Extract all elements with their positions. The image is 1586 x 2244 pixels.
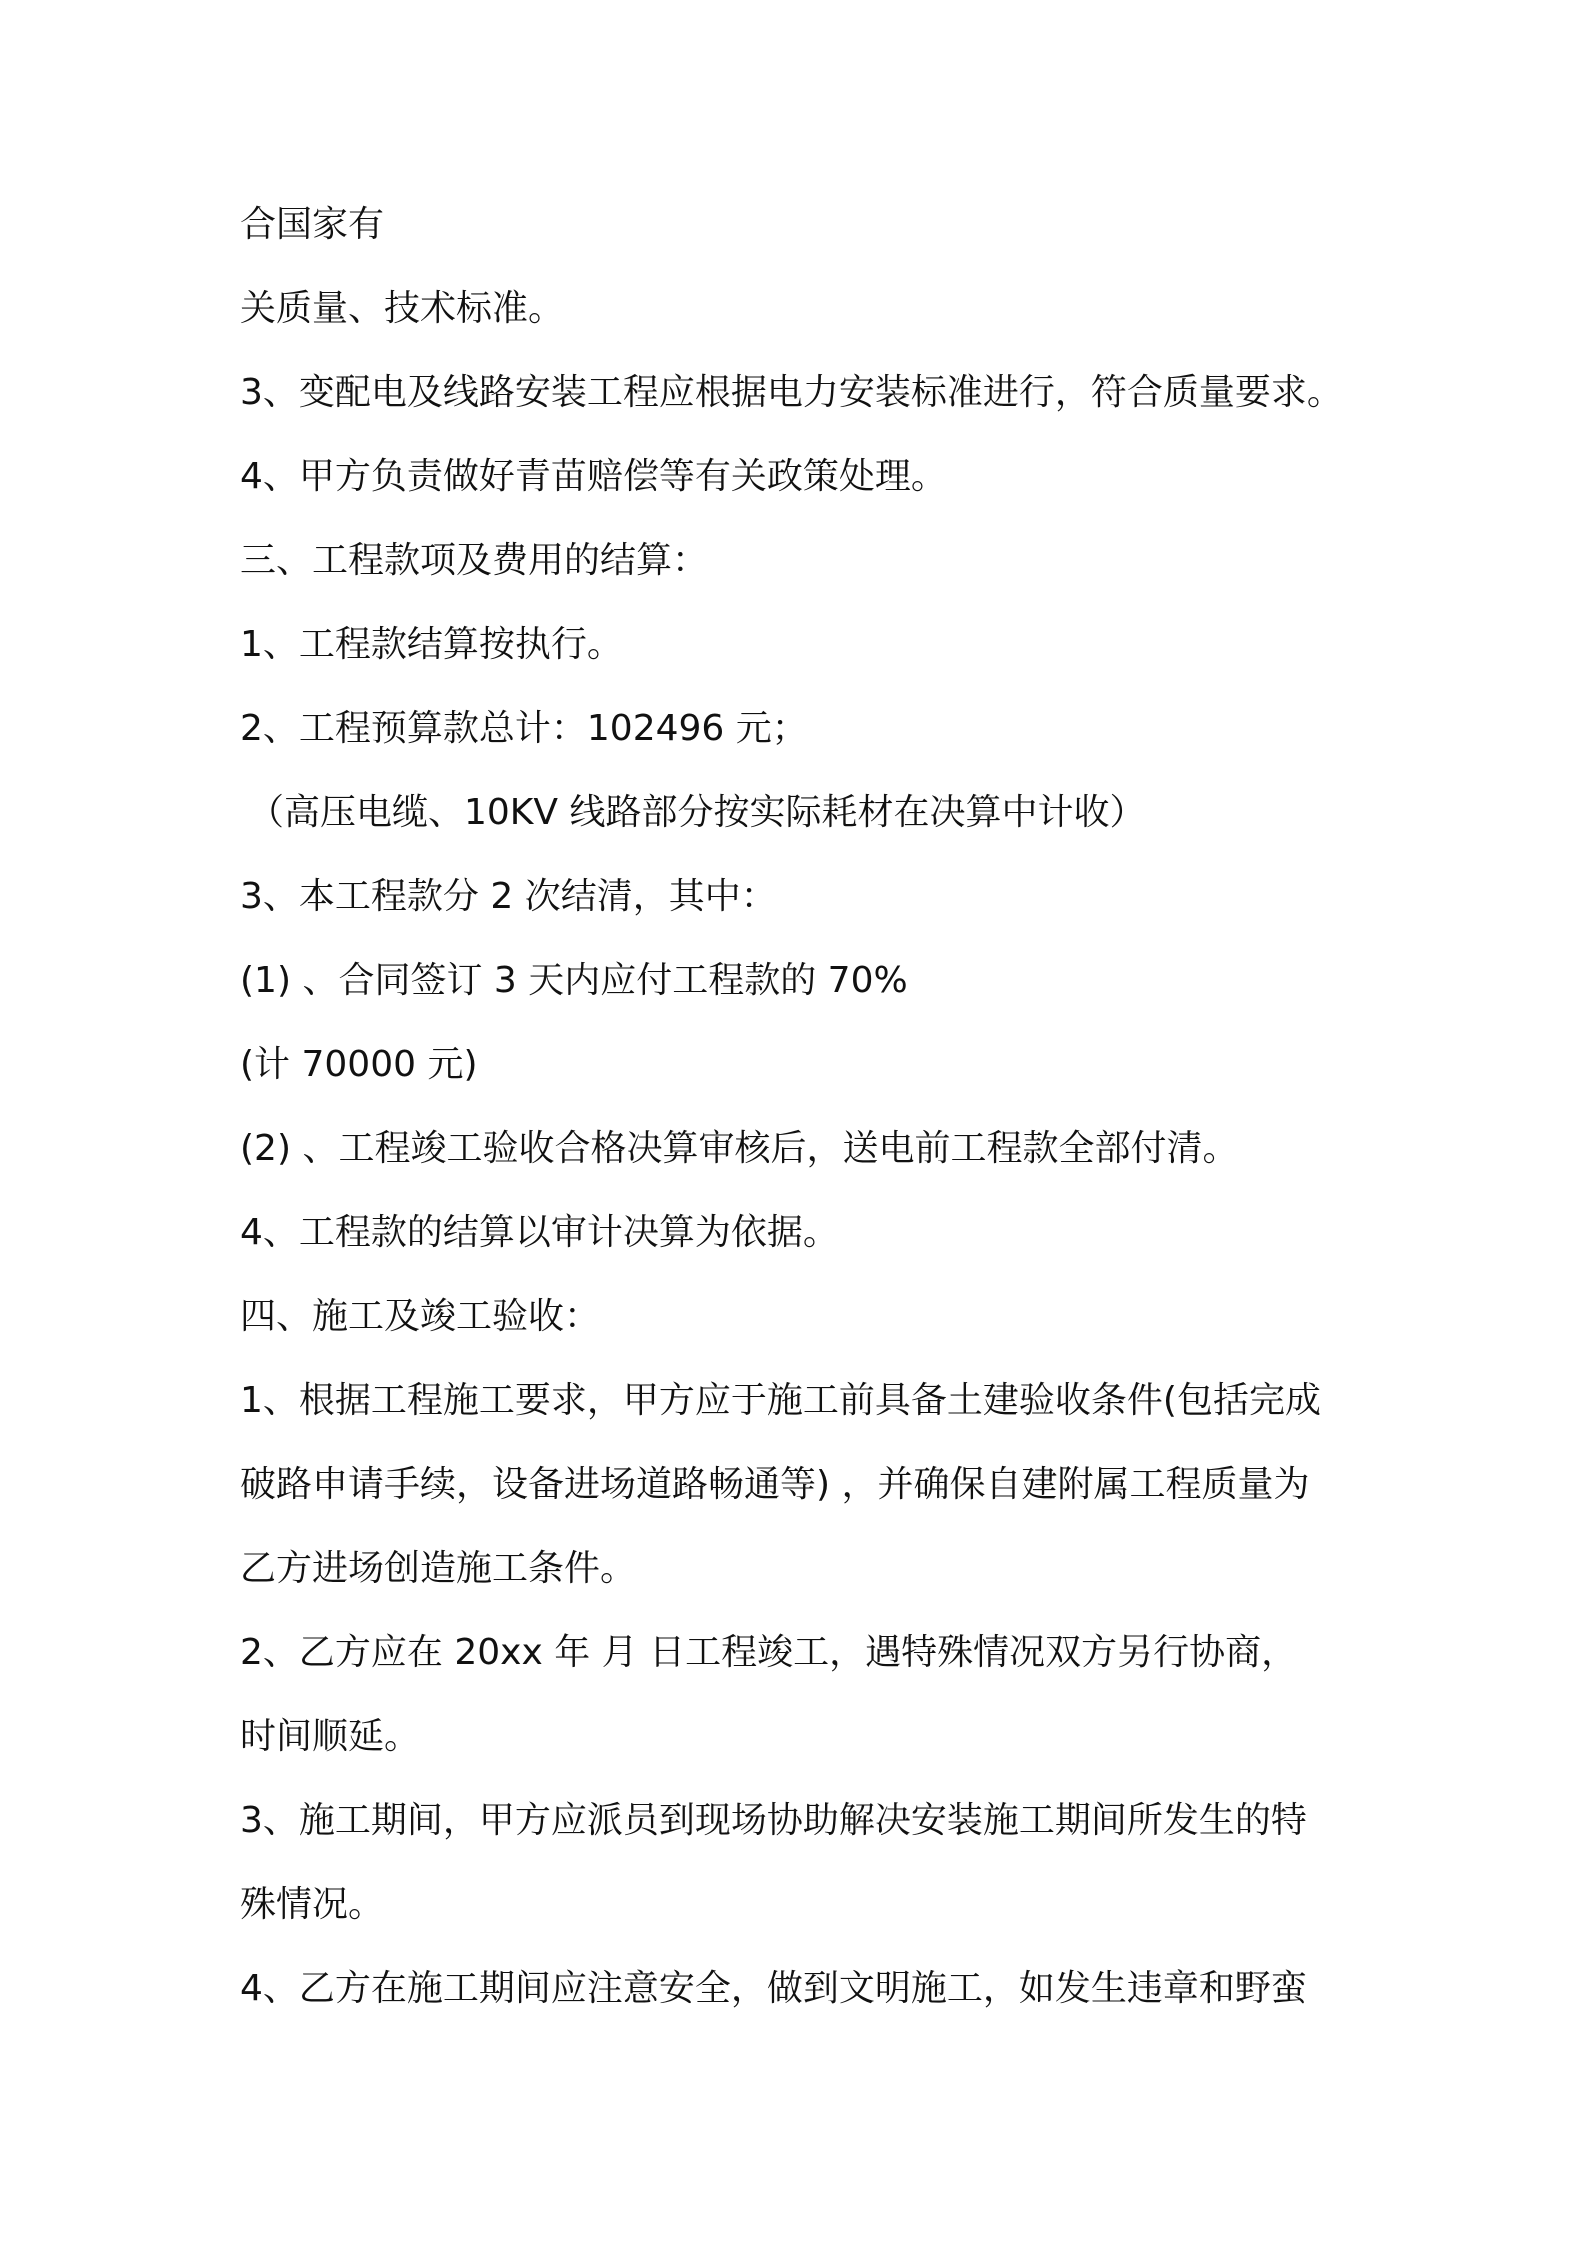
text-line: (2) 、工程竣工验收合格决算审核后，送电前工程款全部付清。	[240, 1128, 1239, 1169]
text-line: 2、乙方应在 20xx 年 月 日工程竣工，遇特殊情况双方另行协商，	[240, 1632, 1298, 1673]
text-line: （高压电缆、10KV 线路部分按实际耗材在决算中计收）	[248, 792, 1146, 833]
text-line: 乙方进场创造施工条件。	[240, 1548, 637, 1589]
text-line: 时间顺延。	[240, 1716, 421, 1757]
text-line: 合国家有	[240, 204, 385, 245]
text-line: 2、工程预算款总计：102496 元；	[240, 708, 808, 749]
text-line: 关质量、技术标准。	[240, 288, 565, 329]
text-line: 4、工程款的结算以审计决算为依据。	[240, 1212, 839, 1253]
text-line: 殊情况。	[240, 1884, 385, 1925]
section-heading: 四、施工及竣工验收：	[240, 1296, 601, 1337]
text-line: 1、根据工程施工要求，甲方应于施工前具备土建验收条件(包括完成	[240, 1380, 1321, 1421]
text-line: 4、乙方在施工期间应注意安全，做到文明施工，如发生违章和野蛮	[240, 1968, 1307, 2009]
section-heading: 三、工程款项及费用的结算：	[240, 540, 709, 581]
text-line: 1、工程款结算按执行。	[240, 624, 623, 665]
text-line: 破路申请手续，设备进场道路畅通等) ，并确保自建附属工程质量为	[240, 1464, 1310, 1505]
text-line: 3、变配电及线路安装工程应根据电力安装标准进行，符合质量要求。	[240, 372, 1343, 413]
text-line: (1) 、合同签订 3 天内应付工程款的 70%	[240, 960, 908, 1001]
text-line: 3、本工程款分 2 次结清，其中：	[240, 876, 777, 917]
text-line: (计 70000 元)	[240, 1044, 478, 1085]
text-line: 3、施工期间，甲方应派员到现场协助解决安装施工期间所发生的特	[240, 1800, 1307, 1841]
text-line: 4、甲方负责做好青苗赔偿等有关政策处理。	[240, 456, 947, 497]
